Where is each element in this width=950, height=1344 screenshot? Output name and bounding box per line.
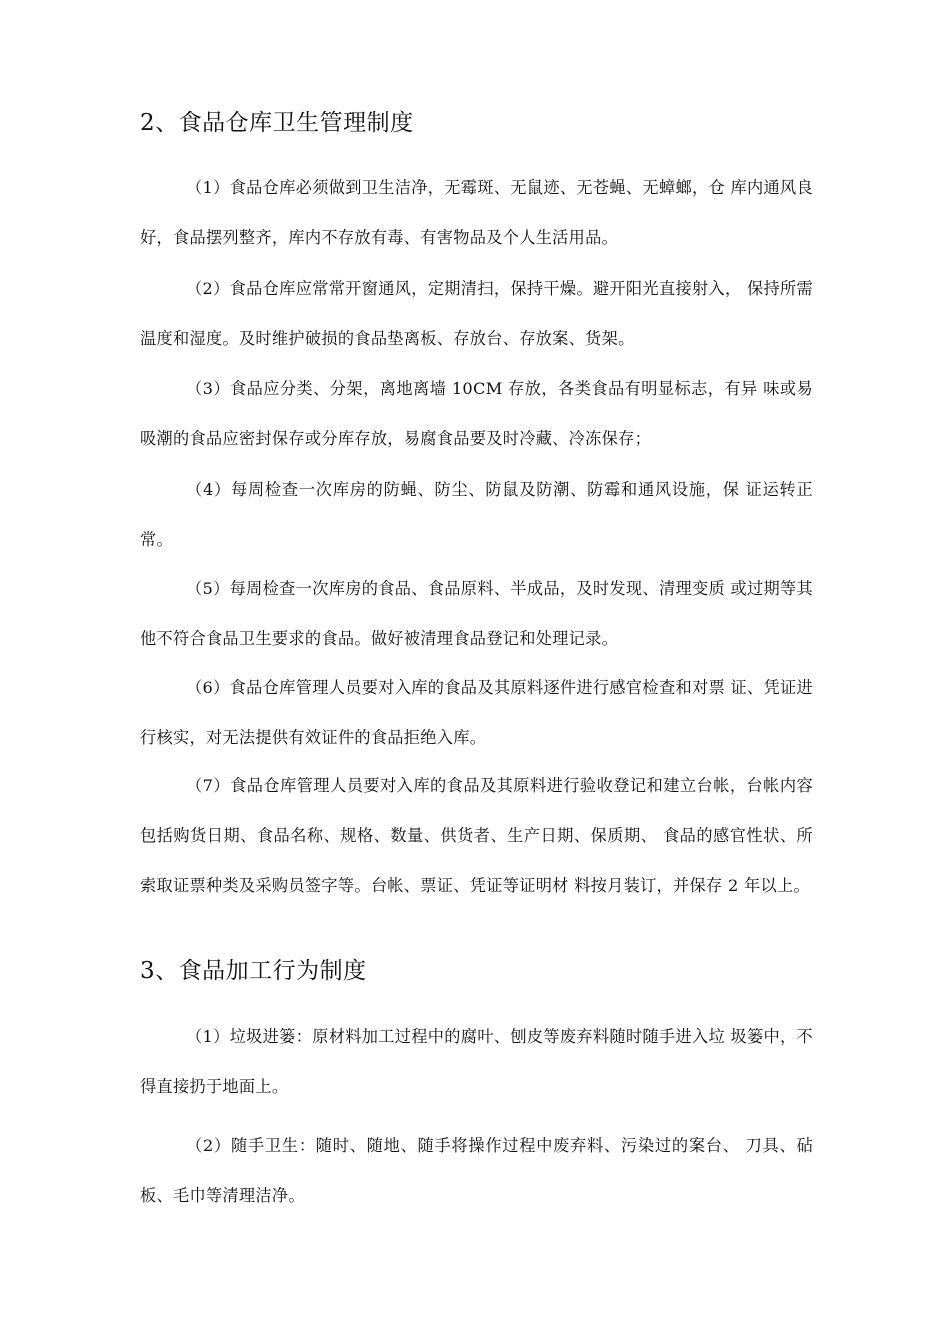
paragraph-item: （1）食品仓库必须做到卫生洁净，无霉斑、无鼠迹、无苍蝇、无蟑螂，仓 库内通风良好，食品摆列整齐，库内不存放有毒、有害物品及个人生活用品。 xyxy=(140,178,813,248)
paragraph-item: （2）食品仓库应常常开窗通风，定期清扫，保持干燥。避开阳光直接射入， 保持所需温度和湿度。及时维护破损的食品垫离板、存放台、存放案、货架。 xyxy=(140,279,813,349)
paragraph-item: （3）食品应分类、分架，离地离墙 10CM 存放，各类食品有明显标志，有异 味或易吸潮的食品应密封保存或分库存放，易腐食品要及时冷藏、冷冻保存； xyxy=(140,379,813,449)
paragraph-item: （7）食品仓库管理人员要对入库的食品及其原料进行验收登记和建立台帐，台帐内容包括购货日期、食品名称、规格、数量、供货者、生产日期、保质期、 食品的感官性状、所索取证票种类及采购员签字等。台帐、票证、凭证等证明材 料按月装订，并保存 2 年以上。 xyxy=(140,776,813,896)
paragraph-item: （1）垃圾进篓：原材料加工过程中的腐叶、刨皮等废弃料随时随手进入垃 圾篓中，不得直接扔于地面上。 xyxy=(140,1027,813,1097)
paragraph-item: （4）每周检查一次库房的防蝇、防尘、防鼠及防潮、防霉和通风设施，保 证运转正常。 xyxy=(140,480,813,550)
section-heading-warehouse-hygiene: 2、食品仓库卫生管理制度 xyxy=(140,110,414,136)
paragraph-item: （2）随手卫生：随时、随地、随手将操作过程中废弃料、污染过的案台、 刀具、砧板、毛巾等清理洁净。 xyxy=(140,1136,813,1206)
section-heading-food-processing: 3、食品加工行为制度 xyxy=(140,958,367,984)
paragraph-item: （6）食品仓库管理人员要对入库的食品及其原料逐件进行感官检查和对票 证、凭证进行核实，对无法提供有效证件的食品拒绝入库。 xyxy=(140,678,813,748)
paragraph-item: （5）每周检查一次库房的食品、食品原料、半成品，及时发现、清理变质 或过期等其他不符合食品卫生要求的食品。做好被清理食品登记和处理记录。 xyxy=(140,579,813,649)
